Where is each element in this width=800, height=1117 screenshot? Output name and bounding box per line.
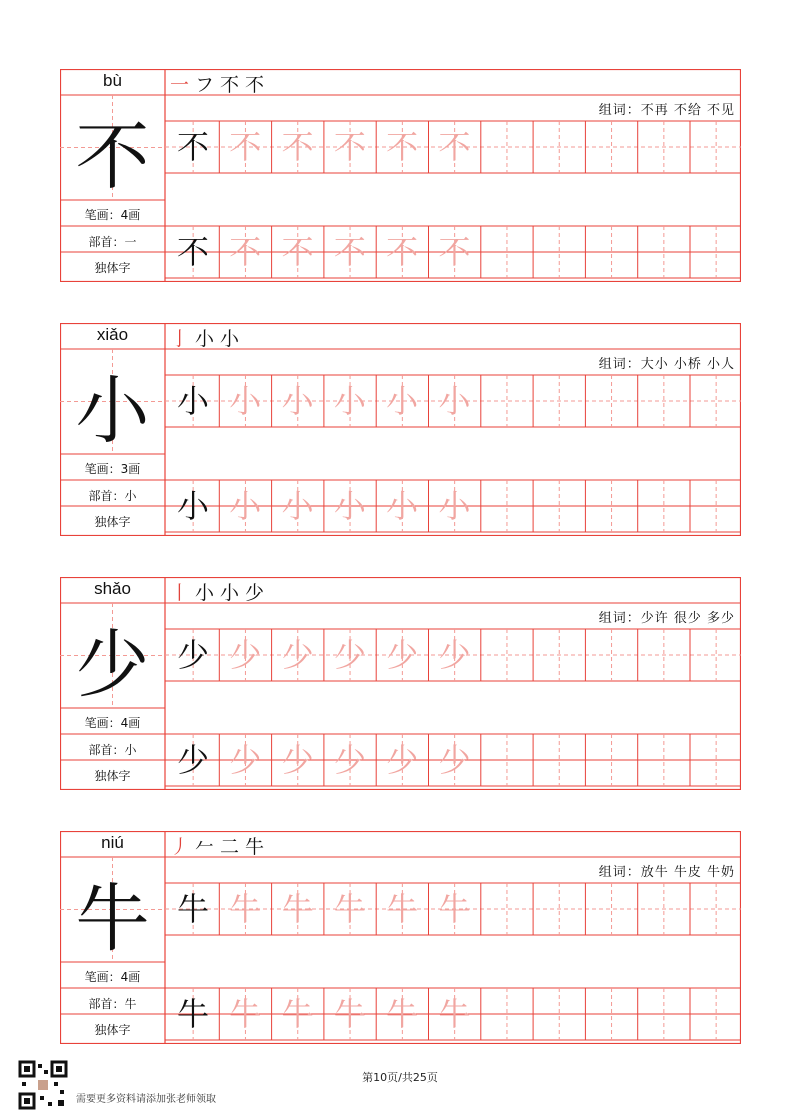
trace-character: 少 xyxy=(333,741,366,779)
stroke-step: 不 xyxy=(220,74,240,96)
trace-character: 小 xyxy=(229,382,262,420)
model-character: 少 xyxy=(176,741,209,779)
trace-character: 牛 xyxy=(386,890,419,928)
model-character: 不 xyxy=(176,233,209,271)
trace-character: 小 xyxy=(386,487,419,525)
stroke-order xyxy=(170,578,270,605)
trace-character: 牛 xyxy=(229,995,262,1033)
trace-character: 牛 xyxy=(438,890,471,928)
pinyin-label: xiǎo xyxy=(96,325,129,344)
pinyin-label: bù xyxy=(103,71,122,90)
main-character: 少 xyxy=(75,622,150,708)
word-list: 组词：少许 很少 多少 xyxy=(598,611,735,626)
word-list: 组词：不再 不给 不见 xyxy=(598,103,735,118)
structure: 独体字 xyxy=(94,515,131,529)
trace-character: 不 xyxy=(438,128,471,166)
model-character: 牛 xyxy=(176,995,209,1033)
trace-character: 不 xyxy=(438,233,471,271)
trace-character: 小 xyxy=(333,487,366,525)
trace-character: 牛 xyxy=(281,890,314,928)
model-character: 小 xyxy=(176,382,209,420)
trace-character: 牛 xyxy=(438,995,471,1033)
radical: 部首：牛 xyxy=(88,997,137,1011)
footer-note: 需要更多资料请添加张老师领取 xyxy=(76,1094,216,1105)
trace-character: 少 xyxy=(281,741,314,779)
stroke-count: 笔画：4画 xyxy=(84,716,141,730)
stroke-step: 小 xyxy=(195,328,215,350)
word-list: 组词：大小 小桥 小人 xyxy=(598,357,735,372)
trace-character: 不 xyxy=(229,128,262,166)
model-character: 牛 xyxy=(176,890,209,928)
stroke-order xyxy=(170,324,245,351)
stroke-count: 笔画：3画 xyxy=(84,462,141,476)
trace-character: 少 xyxy=(229,741,262,779)
main-character: 小 xyxy=(75,368,150,454)
trace-character: 不 xyxy=(333,128,366,166)
trace-character: 不 xyxy=(386,128,419,166)
trace-character: 牛 xyxy=(333,890,366,928)
trace-character: 不 xyxy=(386,233,419,271)
radical: 部首：一 xyxy=(88,235,137,249)
stroke-step: 一 xyxy=(170,74,190,96)
stroke-step: 小 xyxy=(220,328,240,350)
trace-character: 牛 xyxy=(333,995,366,1033)
stroke-step: 少 xyxy=(245,582,265,604)
trace-character: 牛 xyxy=(386,995,419,1033)
character-sheet xyxy=(60,323,741,536)
stroke-step: 亅 xyxy=(170,328,190,350)
trace-character: 少 xyxy=(386,741,419,779)
radical: 部首：小 xyxy=(88,743,137,757)
stroke-step: 小 xyxy=(220,582,240,604)
stroke-count: 笔画：4画 xyxy=(84,970,141,984)
stroke-step: 𠂉 xyxy=(195,836,215,858)
pinyin-label: niú xyxy=(101,833,124,852)
trace-character: 牛 xyxy=(281,995,314,1033)
trace-character: 小 xyxy=(438,487,471,525)
trace-character: 小 xyxy=(281,487,314,525)
stroke-step: 小 xyxy=(195,582,215,604)
model-character: 小 xyxy=(176,487,209,525)
structure: 独体字 xyxy=(94,261,131,275)
word-list: 组词：放牛 牛皮 牛奶 xyxy=(598,865,735,880)
stroke-step: 不 xyxy=(245,74,265,96)
radical: 部首：小 xyxy=(88,489,137,503)
stroke-count: 笔画：4画 xyxy=(84,208,141,222)
trace-character: 小 xyxy=(438,382,471,420)
trace-character: 不 xyxy=(229,233,262,271)
character-sheet xyxy=(60,577,741,790)
stroke-step: フ xyxy=(195,74,215,96)
model-character: 少 xyxy=(176,636,209,674)
model-character: 不 xyxy=(176,128,209,166)
trace-character: 少 xyxy=(438,636,471,674)
stroke-step: 丨 xyxy=(170,582,190,604)
stroke-step: 二 xyxy=(220,836,240,858)
stroke-order xyxy=(170,832,270,859)
character-sheet xyxy=(60,69,741,282)
trace-character: 牛 xyxy=(229,890,262,928)
stroke-step: 牛 xyxy=(245,836,265,858)
main-character: 不 xyxy=(75,114,150,200)
trace-character: 少 xyxy=(438,741,471,779)
stroke-step: 丿 xyxy=(170,836,190,858)
trace-character: 小 xyxy=(281,382,314,420)
page-number: 第10页/共25页 xyxy=(362,1071,438,1084)
trace-character: 小 xyxy=(333,382,366,420)
stroke-order xyxy=(170,70,270,97)
trace-character: 小 xyxy=(229,487,262,525)
character-sheet xyxy=(60,831,741,1044)
structure: 独体字 xyxy=(94,769,131,783)
trace-character: 少 xyxy=(229,636,262,674)
trace-character: 不 xyxy=(281,233,314,271)
trace-character: 小 xyxy=(386,382,419,420)
trace-character: 少 xyxy=(333,636,366,674)
qr-code-icon xyxy=(18,1060,68,1110)
structure: 独体字 xyxy=(94,1023,131,1037)
trace-character: 少 xyxy=(281,636,314,674)
trace-character: 不 xyxy=(281,128,314,166)
trace-character: 少 xyxy=(386,636,419,674)
trace-character: 不 xyxy=(333,233,366,271)
pinyin-label: shǎo xyxy=(94,579,131,598)
main-character: 牛 xyxy=(75,876,150,962)
